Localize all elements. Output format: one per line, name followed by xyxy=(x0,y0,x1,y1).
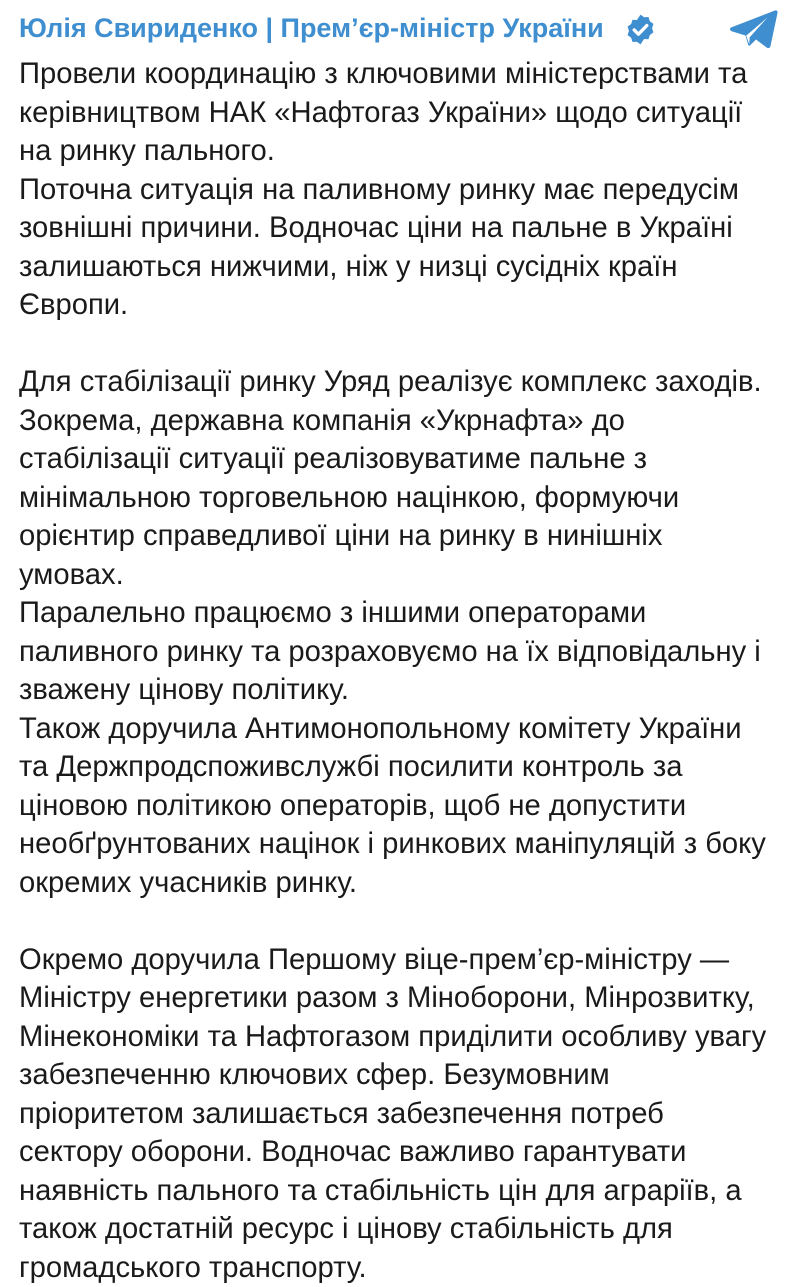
channel-header xyxy=(0,0,789,56)
message-block-1 xyxy=(19,55,785,325)
text-line: громадського транспорту. xyxy=(19,1249,785,1287)
text-line: Європи. xyxy=(19,286,785,325)
text-line: керівництвом НАК «Нафтогаз України» щодо ситуації xyxy=(19,94,785,133)
channel-name[interactable]: Юлія Свириденко | Прем’єр-міністр України xyxy=(19,10,604,46)
text-line: Провели координацію з ключовими міністерствами та xyxy=(19,55,785,94)
message-block-3 xyxy=(19,941,785,1287)
text-line: орієнтир справедливої ціни на ринку в нинішніх xyxy=(19,517,785,556)
text-line: пріоритетом залишається забезпечення потреб xyxy=(19,1095,785,1134)
text-line: Для стабілізації ринку Уряд реалізує комплекс заходів. xyxy=(19,363,785,402)
telegram-icon[interactable] xyxy=(729,8,779,50)
text-line: забезпеченню ключових сфер. Безумовним xyxy=(19,1056,785,1095)
text-line: стабілізації ситуації реалізовуватиме пальне з xyxy=(19,440,785,479)
text-line: на ринку пального. xyxy=(19,132,785,171)
text-line: Мінекономіки та Нафтогазом приділити особливу увагу xyxy=(19,1018,785,1057)
text-line: також достатній ресурс і цінову стабільність для xyxy=(19,1210,785,1249)
text-line: залишаються нижчими, ніж у низці сусідніх країн xyxy=(19,248,785,287)
text-line: та Держпродспоживслужбі посилити контроль за xyxy=(19,748,785,787)
text-line: Також доручила Антимонопольному комітету України xyxy=(19,710,785,749)
paragraph-gap xyxy=(19,902,785,941)
text-line: наявність пального та стабільність цін для аграріїв, а xyxy=(19,1172,785,1211)
text-line: Поточна ситуація на паливному ринку має передусім xyxy=(19,171,785,210)
text-line: мінімальною торговельною націнкою, формуючи xyxy=(19,479,785,518)
text-line: Паралельно працюємо з іншими операторами xyxy=(19,594,785,633)
text-line: умовах. xyxy=(19,556,785,595)
paragraph-gap xyxy=(19,325,785,364)
text-line: зовнішні причини. Водночас ціни на пальне в Україні xyxy=(19,209,785,248)
text-line: зважену цінову політику. xyxy=(19,671,785,710)
text-line: ціновою політикою операторів, щоб не допустити xyxy=(19,787,785,826)
text-line: окремих учасників ринку. xyxy=(19,864,785,903)
text-line: Зокрема, державна компанія «Укрнафта» до xyxy=(19,402,785,441)
text-line: паливного ринку та розраховуємо на їх відповідальну і xyxy=(19,633,785,672)
text-line: Окремо доручила Першому віце-прем’єр-міністру — xyxy=(19,941,785,980)
message-block-2 xyxy=(19,363,785,902)
text-line: сектору оборони. Водночас важливо гарантувати xyxy=(19,1133,785,1172)
text-line: необґрунтованих націнок і ринкових маніпуляцій з боку xyxy=(19,825,785,864)
message-text xyxy=(19,55,785,1287)
text-line: Міністру енергетики разом з Міноборони, Мінрозвитку, xyxy=(19,979,785,1018)
verified-badge-icon xyxy=(624,13,657,46)
